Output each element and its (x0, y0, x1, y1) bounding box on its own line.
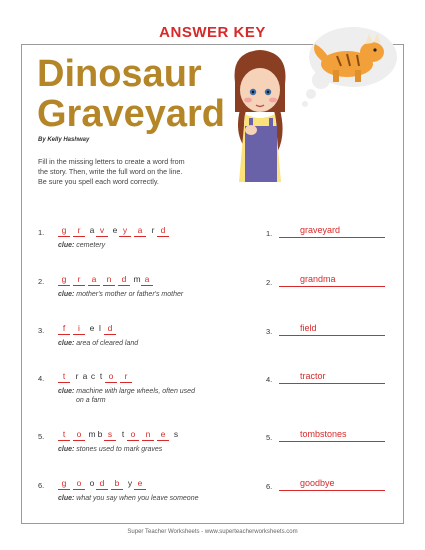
answer-number: 3. (266, 327, 273, 336)
given-letter: m (133, 274, 141, 284)
given-letter: t (121, 429, 125, 439)
clue-continuation: on a farm (76, 397, 106, 404)
clue-label: clue: (58, 495, 75, 502)
given-letter: b (97, 429, 103, 439)
answer-row (266, 478, 396, 496)
answer-word: tombstones (300, 429, 347, 439)
clue-label: clue: (58, 291, 75, 298)
filled-letter: n (103, 274, 115, 286)
filled-letter: e (134, 478, 146, 490)
given-letter: s (173, 429, 179, 439)
author-byline: By Kelly Hashway (38, 137, 90, 143)
question-number: 2. (38, 277, 45, 286)
clue-label: clue: (58, 388, 75, 395)
instruction-line: Be sure you spell each word correctly. (38, 177, 159, 186)
filled-letter: d (96, 478, 108, 490)
question-row (38, 429, 258, 472)
letter-blanks (58, 323, 119, 335)
thought-bubble-dot (306, 89, 316, 99)
filled-letter: r (120, 371, 132, 383)
answer-row (266, 371, 396, 389)
filled-letter: o (73, 429, 85, 441)
question-number: 3. (38, 326, 45, 335)
given-letter: t (99, 371, 103, 381)
filled-letter: d (157, 225, 169, 237)
filled-letter: t (58, 429, 70, 441)
answer-row (266, 323, 396, 341)
answer-row (266, 225, 396, 243)
filled-letter: o (73, 478, 85, 490)
title-line-1: Dinosaur (37, 53, 202, 95)
clue-text: clue: area of cleared land (58, 340, 139, 347)
question-row (38, 371, 258, 414)
filled-letter: f (58, 323, 70, 335)
answer-number: 1. (266, 229, 273, 238)
answer-word: field (300, 323, 317, 333)
clue-text: clue: machine with large wheels, often used on a farm (58, 387, 248, 405)
question-number: 6. (38, 481, 45, 490)
filled-letter: o (127, 429, 139, 441)
letter-blanks (58, 274, 156, 286)
instruction-line: Fill in the missing letters to create a word from (38, 157, 185, 166)
given-letter: y (127, 478, 133, 488)
given-letter: a (82, 371, 88, 381)
instruction-line: the story. Then, write the full word on the line. (38, 167, 183, 176)
filled-letter: s (104, 429, 116, 441)
question-number: 1. (38, 228, 45, 237)
answer-line (279, 372, 385, 384)
given-letter: a (89, 225, 95, 235)
given-letter: e (112, 225, 118, 235)
filled-letter: b (111, 478, 123, 490)
letter-blanks (58, 478, 149, 490)
filled-letter: v (96, 225, 108, 237)
filled-letter: d (104, 323, 116, 335)
clue-text: clue: mother's mother or father's mother (58, 291, 184, 298)
clue-label: clue: (58, 242, 75, 249)
filled-letter: r (73, 225, 85, 237)
letter-blanks (58, 225, 172, 237)
given-letter: e (89, 323, 95, 333)
question-number: 5. (38, 432, 45, 441)
answer-key-heading: ANSWER KEY (159, 24, 266, 41)
answer-word: tractor (300, 371, 326, 381)
answer-word: graveyard (300, 225, 341, 235)
letter-blanks (58, 371, 135, 383)
worksheet-title (37, 54, 225, 134)
girl-and-dinosaur-illustration (215, 22, 415, 182)
filled-letter: a (134, 225, 146, 237)
answer-number: 6. (266, 482, 273, 491)
filled-letter: d (118, 274, 130, 286)
girl (235, 50, 286, 182)
filled-letter: y (119, 225, 131, 237)
filled-letter: n (142, 429, 154, 441)
filled-letter: g (58, 225, 70, 237)
answer-word: goodbye (300, 478, 335, 488)
question-row (38, 274, 258, 317)
clue-label: clue: (58, 340, 75, 347)
question-row (38, 225, 258, 268)
answer-line (279, 324, 385, 336)
filled-letter: o (105, 371, 117, 383)
filled-letter: a (141, 274, 153, 286)
filled-letter: e (157, 429, 169, 441)
footer-credit: Super Teacher Worksheets - www.superteacherworksheets.com (127, 529, 298, 535)
thought-bubble-dot (302, 101, 308, 107)
answer-row (266, 429, 396, 447)
answer-number: 2. (266, 278, 273, 287)
filled-letter: r (73, 274, 85, 286)
clue-text: clue: cemetery (58, 242, 106, 249)
filled-letter: g (58, 274, 70, 286)
filled-letter: t (58, 371, 70, 383)
filled-letter: i (73, 323, 85, 335)
letter-blanks (58, 429, 180, 441)
given-letter: m (88, 429, 96, 439)
question-row (38, 323, 258, 366)
question-row (38, 478, 258, 521)
given-letter: r (75, 371, 79, 381)
thought-bubble-dot (312, 71, 330, 89)
given-letter: r (151, 225, 155, 235)
answer-number: 5. (266, 433, 273, 442)
answer-number: 4. (266, 375, 273, 384)
given-letter: c (90, 371, 96, 381)
given-letter: l (99, 323, 101, 333)
given-letter: o (89, 478, 95, 488)
answer-row (266, 274, 396, 292)
question-number: 4. (38, 374, 45, 383)
clue-text: clue: stones used to mark graves (58, 446, 163, 453)
title-line-2: Graveyard (37, 93, 226, 135)
clue-text: clue: what you say when you leave someone (58, 495, 199, 502)
filled-letter: a (88, 274, 100, 286)
clue-label: clue: (58, 446, 75, 453)
answer-word: grandma (300, 274, 336, 284)
filled-letter: g (58, 478, 70, 490)
